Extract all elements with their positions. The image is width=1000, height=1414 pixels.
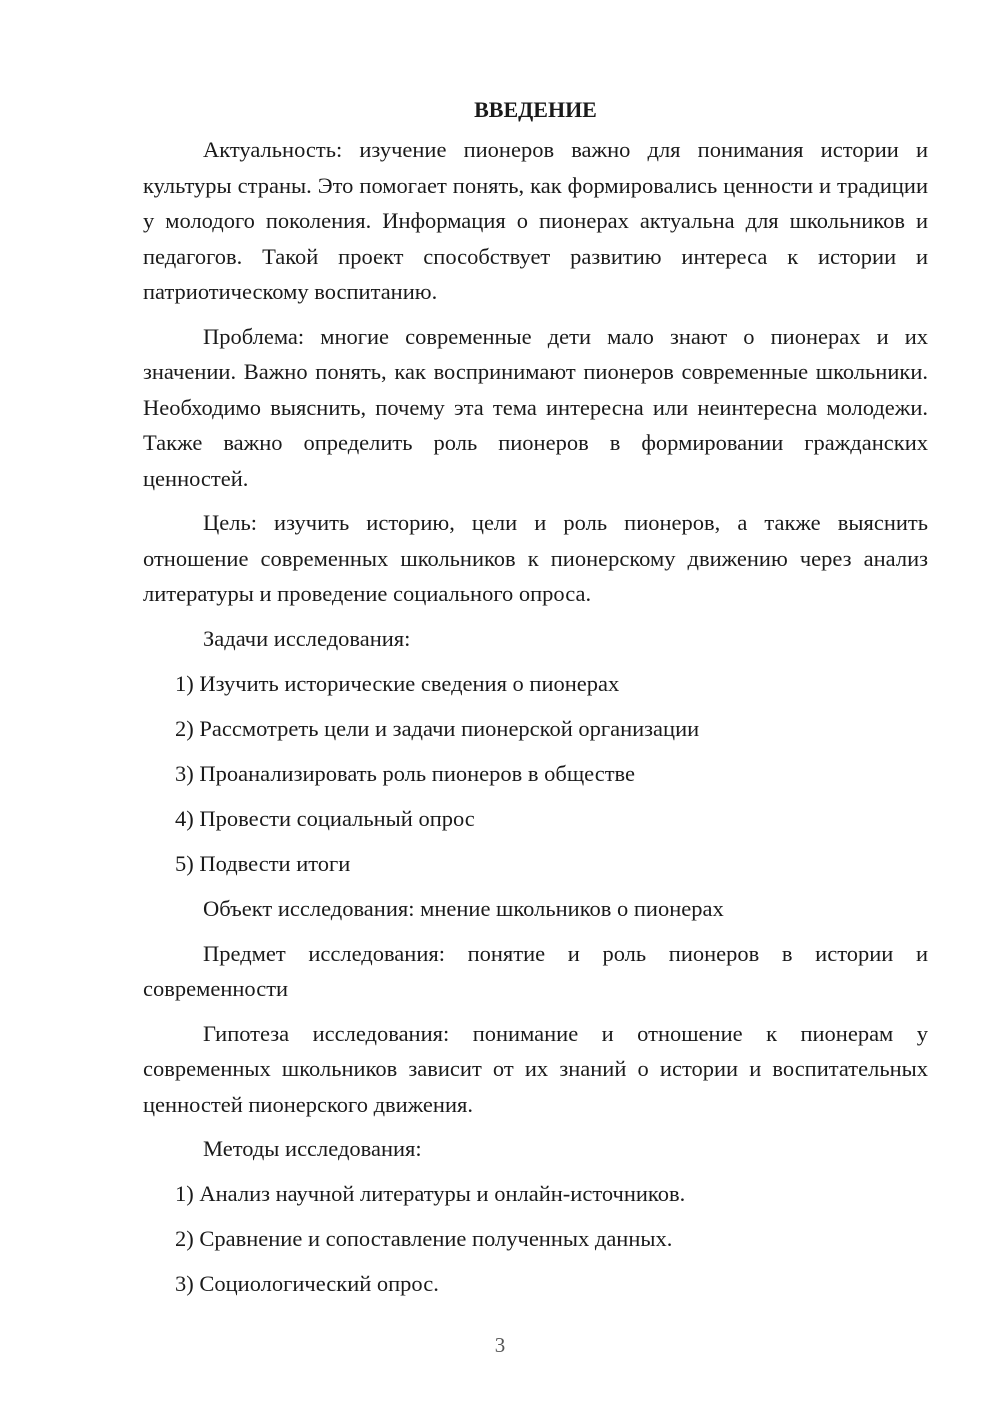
page-title: ВВЕДЕНИЕ xyxy=(474,97,597,122)
list-item: 2) Рассмотреть цели и задачи пионерской организации xyxy=(175,715,700,741)
page-number: 3 xyxy=(494,1333,506,1357)
problem-paragraph: Проблема: многие современные дети мало знают о пионерах и их значении. Важно понять, как воспринимают пионеров современные школьники. Необходимо выяснить, почему эта тема интересна или неинтересна молодежи. Также важно определить роль пионеров в формировании гражданских ценностей. xyxy=(143,323,928,491)
subject-paragraph: Предмет исследования: понятие и роль пионеров в истории и современности xyxy=(143,940,928,1001)
list-item: 3) Социологический опрос. xyxy=(175,1271,439,1296)
goal-paragraph: Цель: изучить историю, цели и роль пионеров, а также выяснить отношение современных школьников к пионерскому движению через анализ литературы и проведение социального опроса. xyxy=(143,510,928,606)
list-item: 1) Анализ научной литературы и онлайн-источников. xyxy=(175,1181,686,1206)
methods-heading: Методы исследования: xyxy=(203,1136,422,1161)
tasks-list xyxy=(143,666,928,882)
methods-list xyxy=(143,1176,928,1302)
object-paragraph: Объект исследования: мнение школьников о пионерах xyxy=(203,895,724,921)
hypothesis-paragraph: Гипотеза исследования: понимание и отношение к пионерам у современных школьников зависит от их знаний о истории и воспитательных ценностей пионерского движения. xyxy=(143,1020,928,1117)
list-item: 1) Изучить исторические сведения о пионерах xyxy=(175,670,620,696)
list-item: 5) Подвести итоги xyxy=(175,850,351,876)
list-item: 4) Провести социальный опрос xyxy=(175,805,475,831)
tasks-heading: Задачи исследования: xyxy=(203,625,411,651)
list-item: 2) Сравнение и сопоставление полученных данных. xyxy=(175,1226,673,1251)
relevance-paragraph: Актуальность: изучение пионеров важно для понимания истории и культуры страны. Это помогает понять, как формировались ценности и традиции у молодого поколения. Информация о пионерах актуальна для школьников и педагогов. Такой проект способствует развитию интереса к истории и патриотическому воспитанию. xyxy=(143,137,928,304)
document-page xyxy=(143,92,928,1311)
list-item: 3) Проанализировать роль пионеров в обществе xyxy=(175,760,636,786)
